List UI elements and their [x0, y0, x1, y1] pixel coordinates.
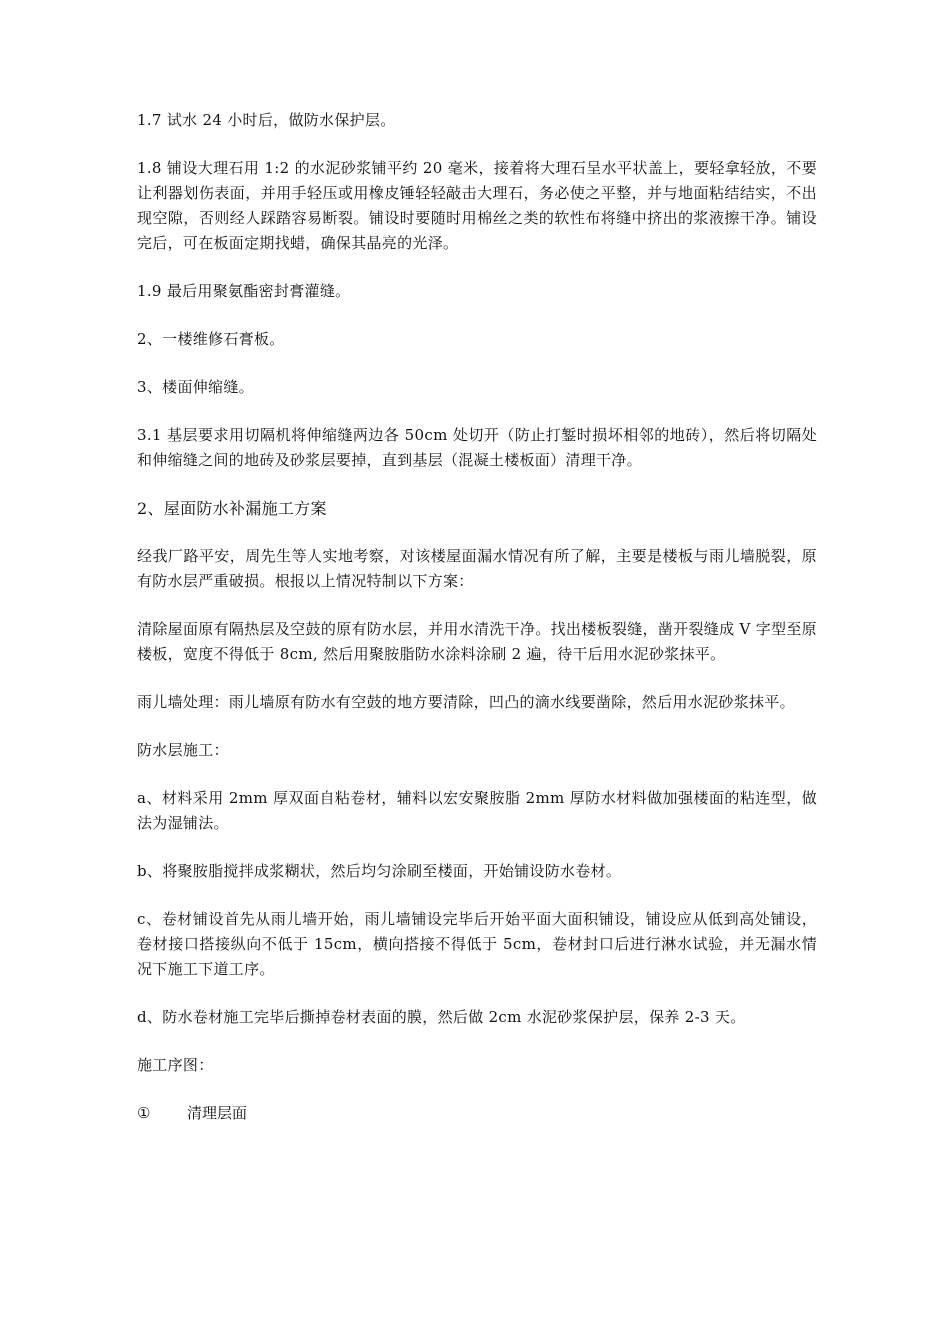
document-page	[137, 108, 817, 1126]
paragraph-survey: 经我厂路平安，周先生等人实地考察，对该楼屋面漏水情况有所了解，主要是楼板与雨儿墙脱裂，原有防水层严重破损。根报以上情况特制以下方案：	[137, 547, 817, 590]
section-heading: 2、屋面防水补漏施工方案	[137, 499, 327, 518]
paragraph-waterproof-title: 防水层施工：	[137, 741, 229, 759]
paragraph-1-8: 1.8 铺设大理石用 1:2 的水泥砂浆铺平约 20 毫米，接着将大理石呈水平状盖上，要轻拿轻放，不要让利器划伤表面，并用手轻压或用橡皮锤轻轻敲击大理石，务必使之平整，并与地面粘结结实，不出现空隙，否则经人踩踏容易断裂。铺设时要随时用棉丝之类的软性布将缝中挤出的浆液擦干净。铺设完后，可在板面定期找蜡，确保其晶亮的光泽。	[137, 159, 817, 252]
paragraph-parapet: 雨儿墙处理：雨儿墙原有防水有空鼓的地方要清除，凹凸的滴水线要凿除，然后用水泥砂浆抹平。	[137, 693, 795, 711]
paragraph-sequence-title: 施工序图：	[137, 1056, 214, 1074]
paragraph-1-9: 1.9 最后用聚氨酯密封膏灌缝。	[137, 282, 351, 300]
paragraph-3-1: 3.1 基层要求用切隔机将伸缩缝两边各 50cm 处切开（防止打錾时损坏相邻的地砖），然后将切隔处和伸缩缝之间的地砖及砂浆层要掉，直到基层（混凝土楼板面）清理干净。	[137, 426, 817, 469]
paragraph-2-gypsum: 2、一楼维修石膏板。	[137, 330, 285, 348]
paragraph-3-joint: 3、楼面伸缩缝。	[137, 378, 254, 396]
paragraph-1-7: 1.7 试水 24 小时后，做防水保护层。	[137, 111, 396, 129]
step-text: 清理层面	[187, 1104, 248, 1122]
paragraph-item-b: b、将聚胺脂搅拌成浆糊状，然后均匀涂刷至楼面，开始铺设防水卷材。	[137, 862, 622, 880]
paragraph-item-d: d、防水卷材施工完毕后撕掉卷材表面的膜，然后做 2cm 水泥砂浆保护层，保养 2-3 天。	[137, 1008, 746, 1026]
paragraph-cleanup: 清除屋面原有隔热层及空鼓的原有防水层，并用水清洗干净。找出楼板裂缝，凿开裂缝成 V 字型至原楼板，宽度不得低于 8cm, 然后用聚胺脂防水涂料涂刷 2 遍，待干后用水泥砂浆抹平。	[137, 620, 817, 663]
step-mark: ①	[137, 1104, 151, 1122]
paragraph-item-c: c、卷材铺设首先从雨儿墙开始，雨儿墙铺设完毕后开始平面大面积铺设，铺设应从低到高处铺设，卷材接口搭接纵向不低于 15cm，横向搭接不得低于 5cm，卷材封口后进行淋水试验，并无漏水情况下施工下道工序。	[137, 910, 817, 978]
paragraph-item-a: a、材料采用 2mm 厚双面自粘卷材，辅料以宏安聚胺脂 2mm 厚防水材料做加强楼面的粘连型，做法为湿铺法。	[137, 789, 817, 832]
step-item	[137, 1101, 817, 1126]
